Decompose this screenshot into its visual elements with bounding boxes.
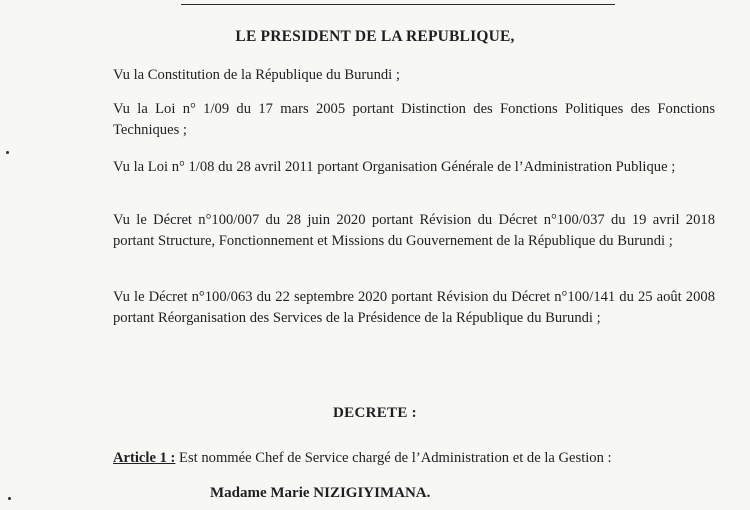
article-1-label: Article 1 : xyxy=(113,450,176,466)
top-separator-line xyxy=(181,4,615,5)
decree-title: DECRETE : xyxy=(333,405,417,421)
consideration-decret-100-007: Vu le Décret n°100/007 du 28 juin 2020 portant Révision du Décret n°100/037 du 19 avril 2018 portant Structure, Fonctionnement et Missions du Gouvernement de la République du Burundi ; xyxy=(113,212,715,249)
consideration-loi-1-08: Vu la Loi n° 1/08 du 28 avril 2011 portant Organisation Générale de l’Administration Publique ; xyxy=(113,159,676,175)
scan-speck xyxy=(6,151,9,154)
article-1-text: Est nommée Chef de Service chargé de l’Administration et de la Gestion : xyxy=(175,450,612,466)
nominee-name: Madame Marie NIZIGIYIMANA. xyxy=(210,485,431,501)
consideration-loi-1-09: Vu la Loi n° 1/09 du 17 mars 2005 portant Distinction des Fonctions Politiques des Fonctions Techniques ; xyxy=(113,101,715,138)
consideration-decret-100-063: Vu le Décret n°100/063 du 22 septembre 2020 portant Révision du Décret n°100/141 du 25 août 2008 portant Réorganisation des Services de la Présidence de la République du Burundi ; xyxy=(113,289,715,326)
article-1 xyxy=(113,450,612,467)
president-heading: LE PRESIDENT DE LA REPUBLIQUE, xyxy=(235,28,515,45)
scan-speck xyxy=(8,497,11,500)
consideration-constitution: Vu la Constitution de la République du Burundi ; xyxy=(113,67,400,83)
